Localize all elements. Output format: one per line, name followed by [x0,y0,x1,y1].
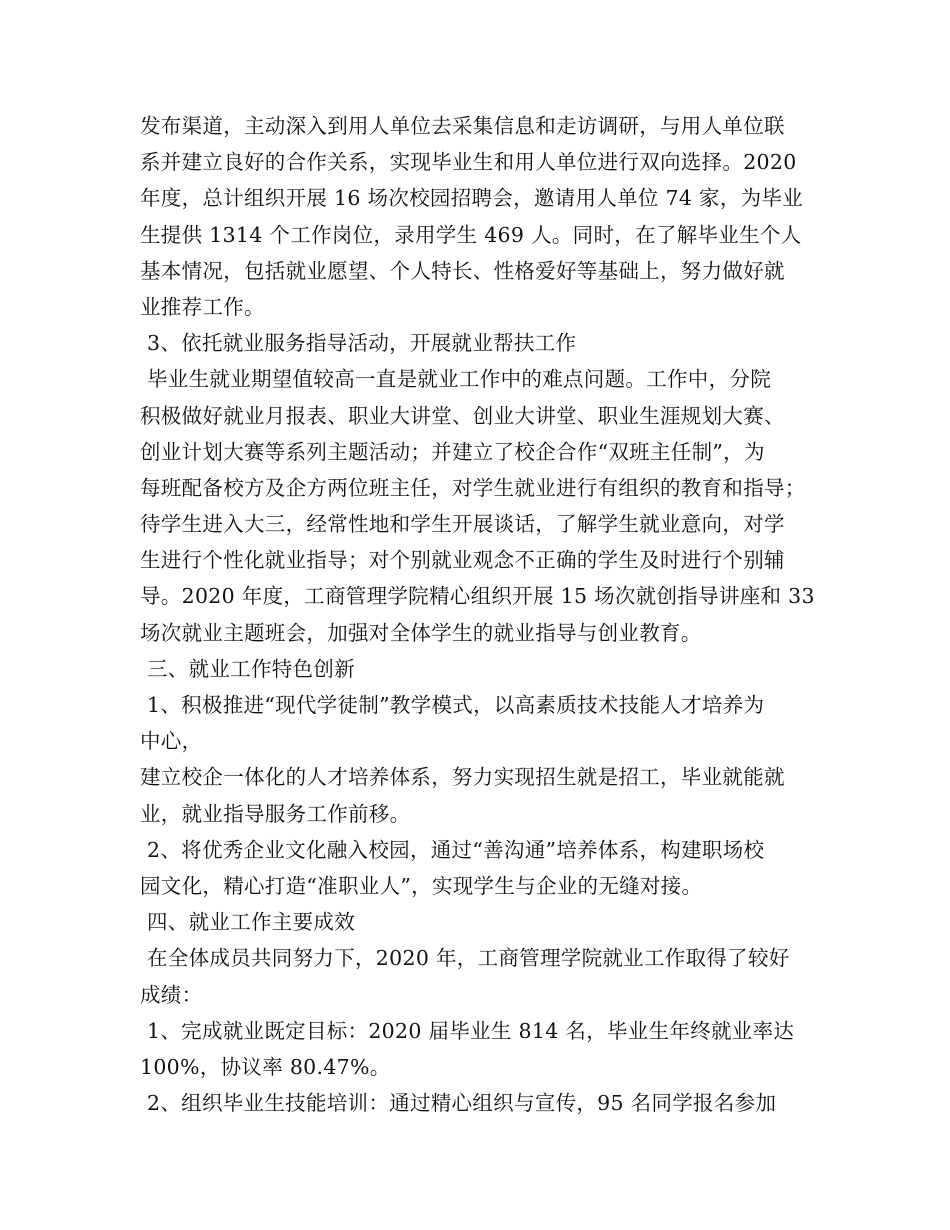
section-heading: 三、就业工作特色创新 [147,656,355,681]
section-heading: 四、就业工作主要成效 [147,910,355,935]
text-line: 100%，协议率 80.47%。 [140,1054,391,1079]
text-line: 导。2020 年度，工商管理学院精心组织开展 15 场次就创指导讲座和 33 [140,584,815,609]
text-line: 生进行个性化就业指导；对个别就业观念不正确的学生及时进行个别辅 [140,548,785,573]
text-line: 年度，总计组织开展 16 场次校园招聘会，邀请用人单位 74 家，为毕业 [140,186,804,211]
text-line: 成绩： [140,982,203,1007]
text-line: 场次就业主题班会，加强对全体学生的就业指导与创业教育。 [140,620,702,645]
text-line: 建立校企一体化的人才培养体系，努力实现招生就是招工，毕业就能就 [140,765,785,790]
text-line: 发布渠道，主动深入到用人单位去采集信息和走访调研，与用人单位联 [140,114,785,138]
text-line: 业推荐工作。 [140,294,265,319]
text-line: 业，就业指导服务工作前移。 [140,801,411,826]
text-line: 每班配备校方及企方两位班主任，对学生就业进行有组织的教育和指导； [140,475,806,500]
text-line: 系并建立良好的合作关系，实现毕业生和用人单位进行双向选择。2020 [140,150,797,175]
text-line: 1、积极推进“现代学徒制”教学模式，以高素质技术技能人才培养为 [147,693,765,717]
text-line: 待学生进入大三，经常性地和学生开展谈话，了解学生就业意向，对学 [140,512,785,537]
text-line: 1、完成就业既定目标：2020 届毕业生 814 名，毕业生年终就业率达 [147,1018,795,1043]
text-line: 毕业生就业期望值较高一直是就业工作中的难点问题。工作中，分院 [147,367,771,392]
text-line: 积极做好就业月报表、职业大讲堂、创业大讲堂、职业生涯规划大赛、 [140,403,785,428]
text-line: 2、将优秀企业文化融入校园，通过“善沟通”培养体系，构建职场校 [147,837,765,862]
section-heading: 3、依托就业服务指导活动，开展就业帮扶工作 [147,331,577,356]
text-line: 在全体成员共同努力下，2020 年，工商管理学院就业工作取得了较好 [147,946,790,971]
text-line: 园文化，精心打造“准职业人”，实现学生与企业的无缝对接。 [140,873,703,898]
text-line: 中心， [140,729,203,754]
document-body [140,108,830,1121]
text-line: 生提供 1314 个工作岗位，录用学生 469 人。同时，在了解毕业生个人 [140,222,802,247]
text-line: 基本情况，包括就业愿望、个人特长、性格爱好等基础上，努力做好就 [140,258,785,283]
text-line: 创业计划大赛等系列主题活动；并建立了校企合作“双班主任制”，为 [140,439,765,464]
text-line: 2、组织毕业生技能培训：通过精心组织与宣传，95 名同学报名参加 [147,1091,777,1116]
